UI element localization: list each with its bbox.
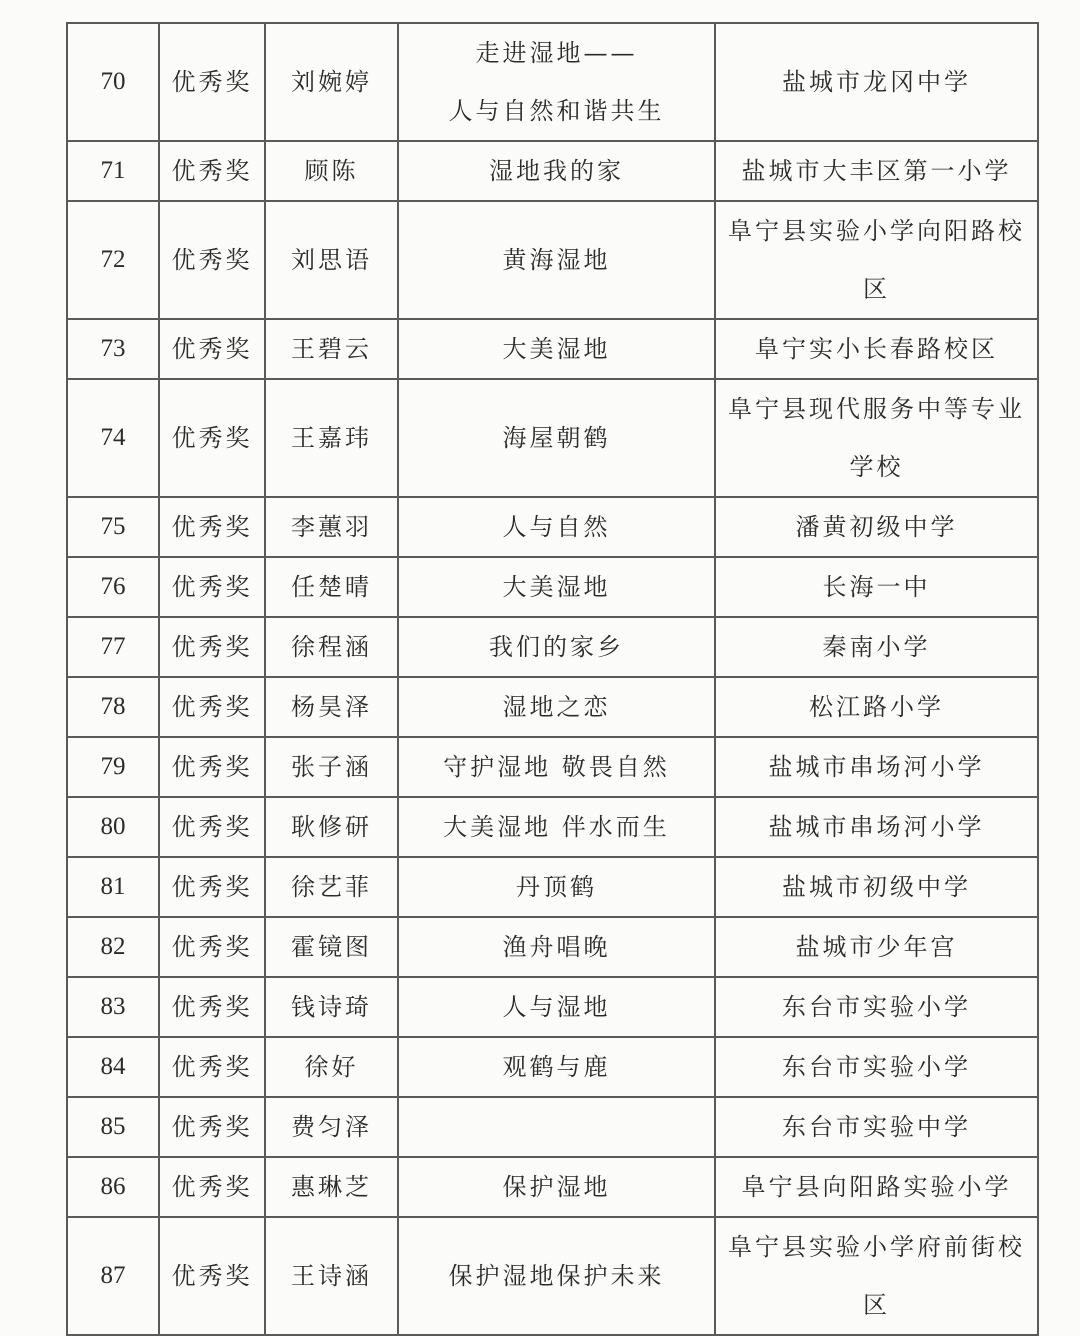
work-title: 湿地我的家 xyxy=(398,141,715,201)
entry-number: 78 xyxy=(67,677,159,737)
entry-number: 76 xyxy=(67,557,159,617)
entry-number: 83 xyxy=(67,977,159,1037)
student-name: 王嘉玮 xyxy=(265,379,398,497)
work-title: 黄海湿地 xyxy=(398,201,715,319)
entry-number: 82 xyxy=(67,917,159,977)
award-level: 优秀奖 xyxy=(159,977,265,1037)
table-row xyxy=(67,1037,1038,1097)
school-name: 长海一中 xyxy=(715,557,1038,617)
award-level: 优秀奖 xyxy=(159,617,265,677)
student-name: 刘婉婷 xyxy=(265,23,398,141)
work-title: 观鹤与鹿 xyxy=(398,1037,715,1097)
award-level: 优秀奖 xyxy=(159,1157,265,1217)
school-name: 盐城市少年宫 xyxy=(715,917,1038,977)
work-title: 大美湿地 伴水而生 xyxy=(398,797,715,857)
work-title: 湿地之恋 xyxy=(398,677,715,737)
entry-number: 70 xyxy=(67,23,159,141)
student-name: 徐好 xyxy=(265,1037,398,1097)
award-list-table xyxy=(66,22,1039,1336)
award-level: 优秀奖 xyxy=(159,857,265,917)
table-row xyxy=(67,857,1038,917)
entry-number: 72 xyxy=(67,201,159,319)
work-title: 海屋朝鹤 xyxy=(398,379,715,497)
school-name: 阜宁实小长春路校区 xyxy=(715,319,1038,379)
work-title: 人与自然 xyxy=(398,497,715,557)
student-name: 刘思语 xyxy=(265,201,398,319)
award-level: 优秀奖 xyxy=(159,677,265,737)
school-name: 盐城市大丰区第一小学 xyxy=(715,141,1038,201)
work-title: 我们的家乡 xyxy=(398,617,715,677)
student-name: 王碧云 xyxy=(265,319,398,379)
work-title xyxy=(398,1097,715,1157)
school-name: 阜宁县向阳路实验小学 xyxy=(715,1157,1038,1217)
work-title: 保护湿地保护未来 xyxy=(398,1217,715,1335)
entry-number: 79 xyxy=(67,737,159,797)
entry-number: 81 xyxy=(67,857,159,917)
table-row xyxy=(67,23,1038,141)
student-name: 张子涵 xyxy=(265,737,398,797)
table-row xyxy=(67,737,1038,797)
school-name: 东台市实验小学 xyxy=(715,977,1038,1037)
entry-number: 87 xyxy=(67,1217,159,1335)
award-level: 优秀奖 xyxy=(159,201,265,319)
student-name: 杨昊泽 xyxy=(265,677,398,737)
table-row xyxy=(67,557,1038,617)
school-name: 松江路小学 xyxy=(715,677,1038,737)
table-row xyxy=(67,1217,1038,1335)
student-name: 徐程涵 xyxy=(265,617,398,677)
entry-number: 77 xyxy=(67,617,159,677)
table-row xyxy=(67,977,1038,1037)
table-row xyxy=(67,379,1038,497)
student-name: 李蕙羽 xyxy=(265,497,398,557)
table-row xyxy=(67,319,1038,379)
school-name: 盐城市串场河小学 xyxy=(715,737,1038,797)
student-name: 霍镜图 xyxy=(265,917,398,977)
award-level: 优秀奖 xyxy=(159,497,265,557)
entry-number: 85 xyxy=(67,1097,159,1157)
work-title: 走进湿地—— 人与自然和谐共生 xyxy=(398,23,715,141)
work-title: 大美湿地 xyxy=(398,319,715,379)
award-level: 优秀奖 xyxy=(159,379,265,497)
student-name: 王诗涵 xyxy=(265,1217,398,1335)
school-name: 阜宁县实验小学府前街校 区 xyxy=(715,1217,1038,1335)
school-name: 东台市实验小学 xyxy=(715,1037,1038,1097)
table-row xyxy=(67,617,1038,677)
award-level: 优秀奖 xyxy=(159,917,265,977)
work-title: 渔舟唱晚 xyxy=(398,917,715,977)
entry-number: 71 xyxy=(67,141,159,201)
student-name: 惠琳芝 xyxy=(265,1157,398,1217)
entry-number: 80 xyxy=(67,797,159,857)
work-title: 守护湿地 敬畏自然 xyxy=(398,737,715,797)
table-row xyxy=(67,497,1038,557)
entry-number: 84 xyxy=(67,1037,159,1097)
school-name: 盐城市串场河小学 xyxy=(715,797,1038,857)
school-name: 盐城市初级中学 xyxy=(715,857,1038,917)
table-row xyxy=(67,797,1038,857)
award-level: 优秀奖 xyxy=(159,1217,265,1335)
student-name: 费匀泽 xyxy=(265,1097,398,1157)
school-name: 盐城市龙冈中学 xyxy=(715,23,1038,141)
school-name: 东台市实验中学 xyxy=(715,1097,1038,1157)
award-level: 优秀奖 xyxy=(159,141,265,201)
entry-number: 86 xyxy=(67,1157,159,1217)
award-list-body xyxy=(67,23,1038,1335)
award-level: 优秀奖 xyxy=(159,1097,265,1157)
table-row xyxy=(67,1157,1038,1217)
table-row xyxy=(67,201,1038,319)
student-name: 钱诗琦 xyxy=(265,977,398,1037)
work-title: 保护湿地 xyxy=(398,1157,715,1217)
award-level: 优秀奖 xyxy=(159,1037,265,1097)
school-name: 阜宁县实验小学向阳路校 区 xyxy=(715,201,1038,319)
work-title: 丹顶鹤 xyxy=(398,857,715,917)
award-level: 优秀奖 xyxy=(159,319,265,379)
student-name: 徐艺菲 xyxy=(265,857,398,917)
award-level: 优秀奖 xyxy=(159,797,265,857)
entry-number: 74 xyxy=(67,379,159,497)
work-title: 人与湿地 xyxy=(398,977,715,1037)
student-name: 耿修研 xyxy=(265,797,398,857)
school-name: 秦南小学 xyxy=(715,617,1038,677)
student-name: 顾陈 xyxy=(265,141,398,201)
school-name: 潘黄初级中学 xyxy=(715,497,1038,557)
student-name: 任楚晴 xyxy=(265,557,398,617)
award-level: 优秀奖 xyxy=(159,557,265,617)
school-name: 阜宁县现代服务中等专业 学校 xyxy=(715,379,1038,497)
award-level: 优秀奖 xyxy=(159,737,265,797)
entry-number: 73 xyxy=(67,319,159,379)
entry-number: 75 xyxy=(67,497,159,557)
table-row xyxy=(67,1097,1038,1157)
work-title: 大美湿地 xyxy=(398,557,715,617)
table-row xyxy=(67,917,1038,977)
award-level: 优秀奖 xyxy=(159,23,265,141)
table-row xyxy=(67,141,1038,201)
table-row xyxy=(67,677,1038,737)
